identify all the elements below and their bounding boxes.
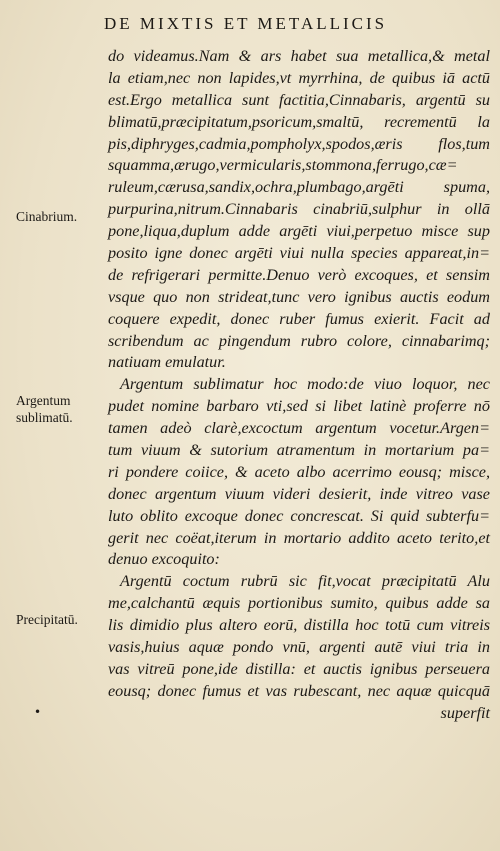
text-line: luto oblito excoque donec concrescat. Si quid subterfu= bbox=[108, 506, 490, 525]
text-line: tamen adeò clarè,excoctum argentum vocetur.Argen= bbox=[108, 419, 490, 438]
text-line: me,calchantū æquis portionibus sumito, quibus adde sa bbox=[108, 594, 490, 613]
text-line: blimatū,præcipitatum,psoricum,smaltū, recrementū la bbox=[108, 112, 490, 131]
text-line: Argentum sublimatur hoc modo:de viuo loquor, nec bbox=[120, 375, 490, 394]
text-line: denuo excoquito: bbox=[108, 550, 220, 569]
marginal-note-argentum-sublimatum bbox=[16, 392, 106, 426]
text-line: donec argentum viuum videri desierit, inde vitreo vase bbox=[108, 484, 490, 503]
text-line: lis dimidio plus altero eorū, distilla hoc totū cum vitreis bbox=[108, 616, 490, 635]
catchword: superfit bbox=[440, 703, 490, 722]
margin-dot-mark: • bbox=[34, 705, 42, 719]
text-line: pone,liqua,duplum adde argēti viui,perpetuo misce sup bbox=[108, 222, 490, 241]
marginal-note-line: sublimatū. bbox=[16, 410, 73, 425]
text-line: tum viuum & sutorium atramentum in mortarium pa= bbox=[108, 441, 490, 460]
marginal-note-precipitatum: Precipitatū. bbox=[16, 612, 78, 627]
text-line: squamma,ærugo,vermicularis,stommona,ferrugo,cæ= bbox=[108, 156, 458, 175]
text-line: coquere expedit, donec ruber fumus exierit. Facit ad bbox=[108, 309, 490, 328]
text-line: de refrigerari permitte.Denuo verò excoques, et sensim bbox=[108, 265, 490, 284]
body-text bbox=[108, 46, 490, 725]
text-line: pis,diphryges,cadmia,pompholyx,spodos,æris flos,tum bbox=[108, 134, 490, 153]
text-line: Argentū coctum rubrū sic fit,vocat præcipitatū Alu bbox=[120, 572, 490, 591]
text-line: eousq; donec fumus et vas rubescant, nec aquæ quicquā bbox=[108, 681, 490, 700]
text-line: scribendum ac pingendum rubro colore, cinnabarimq; bbox=[108, 331, 490, 350]
text-line: est.Ergo metallica sunt factitia,Cinnabaris, argentū su bbox=[108, 90, 490, 109]
text-line: do videamus.Nam & ars habet sua metallica,& metal bbox=[108, 47, 490, 65]
text-line: ri pondere coiice, & aceto albo acerrimo eousq; misce, bbox=[108, 462, 490, 481]
marginal-note-cinabrium: Cinabrium. bbox=[16, 209, 78, 224]
text-line: vas vitreū pone,ide distilla: et auctis ignibus perseuera bbox=[108, 659, 490, 678]
marginal-note-line: Argentum bbox=[16, 393, 71, 408]
text-line: purpurina,nitrum.Cinnabaris cinabriū,sulphur in ollā bbox=[108, 200, 490, 219]
text-line: posito igne donec argēti viui nulla species appareat,in= bbox=[108, 244, 490, 263]
text-line: vsque quo non strideat,tunc vero ignibus auctis eodum bbox=[108, 287, 490, 306]
text-line: natiuam emulatur. bbox=[108, 353, 226, 372]
text-line: la etiam,nec non lapides,vt myrrhina, de quibus iā actū bbox=[108, 68, 490, 87]
text-line: vasis,huius aquæ pondo vnū, argenti autē viui tria in bbox=[108, 638, 490, 657]
running-head: DE MIXTIS ET METALLICIS bbox=[104, 14, 388, 33]
text-line: pudet nomine barbaro vti,sed si libet latinè proferre nō bbox=[108, 397, 490, 416]
text-line: ruleum,cærusa,sandix,ochra,plumbago,argēti spuma, bbox=[108, 178, 490, 197]
text-line: gerit nec coëat,iterum in mortario addito aceto terito,et bbox=[108, 528, 490, 547]
